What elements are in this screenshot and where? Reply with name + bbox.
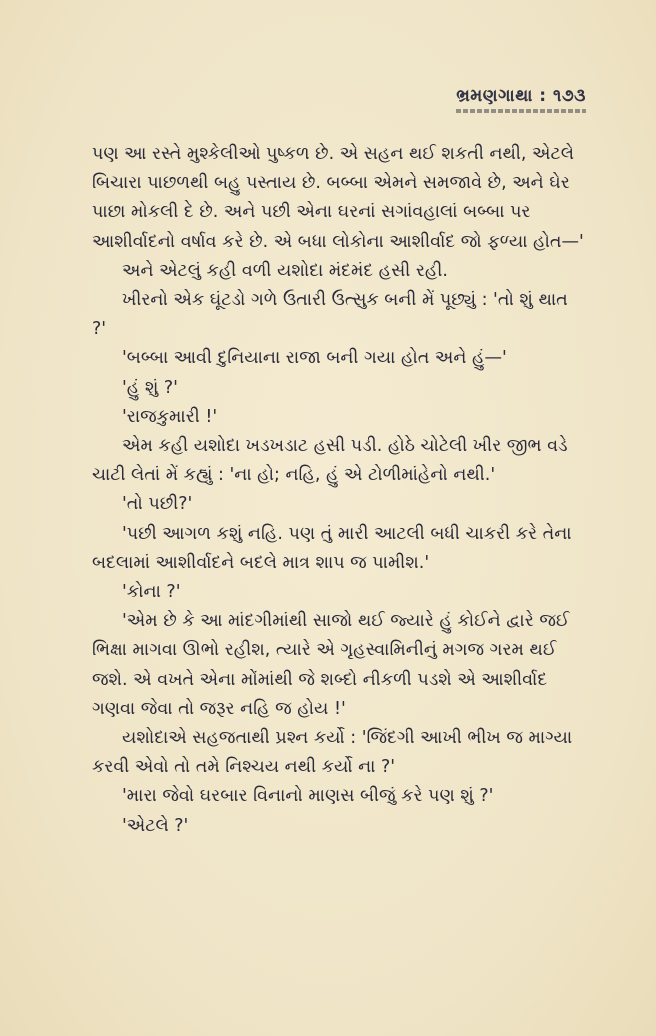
dialogue-line: 'કોના ?'	[122, 582, 181, 603]
dialogue-line: 'મારા જેવો ઘરબાર વિનાનો માણસ બીજું કરે પણ શું ?'	[122, 786, 494, 807]
paragraph: ખીરનો એક ઘૂંટડો ગળે ઉતારી ઉત્સુક બની મેં પૂછ્યું : 'તો શું થાત ?'	[92, 290, 568, 340]
dialogue-line: 'તો પછી?'	[122, 494, 193, 515]
dialogue-line: 'રાજકુમારી !'	[122, 406, 218, 427]
dialogue-line: 'પછી આગળ કશું નહિ. પણ તું મારી આટલી બધી ચાકરી કરે તેના બદલામાં આશીર્વાદને બદલે માત્ર શાપ જ પામીશ.'	[92, 523, 572, 573]
dialogue-line: 'બબ્બા આવી દુનિયાના રાજા બની ગયા હોત અને હું—'	[122, 348, 507, 369]
paragraph: યશોદાએ સહજતાથી પ્રશ્ન કર્યો : 'જિંદગી આખી ભીખ જ માગ્યા કરવી એવો તો તમે નિશ્ચય નથી કર્યો ના ?'	[92, 728, 573, 778]
dialogue-line: 'એમ છે કે આ માંદગીમાંથી સાજો થઈ જ્યારે હું કોઈને દ્વારે જઈ ભિક્ષા માગવા ઊભો રહીશ, ત્યારે એ ગૃહસ્વામિનીનું મગજ ગરમ થઈ જશે. એ વખતે એના મોંમાંથી જે શબ્દો નીકળી પડશે એ આશીર્વાદ ગણવા જેવા તો જરૂર નહિ જ હોય !'	[92, 611, 570, 719]
paragraph: અને એટલું કહી વળી યશોદા મંદમંદ હસી રહી.	[122, 260, 448, 281]
running-head-rule	[456, 109, 586, 113]
paragraph: પણ આ રસ્તે મુશ્કેલીઓ પુષ્કળ છે. એ સહન થઈ શકતી નથી, એટલે બિચારા પાછળથી બહુ પસ્તાય છે. બબ્બા એમને સમજાવે છે, અને ઘેર પાછા મોકલી દે છે. અને પછી એના ઘરનાં સગાંવહાલાં બબ્બા પર આશીર્વાદનો વર્ષાવ કરે છે. એ બધા લોકોના આશીર્વાદ જો ફળ્યા હોત—'	[92, 144, 584, 252]
running-head	[456, 86, 586, 113]
dialogue-line: 'એટલે ?'	[122, 815, 189, 836]
body-text	[92, 140, 584, 841]
paragraph: એમ કહી યશોદા ખડખડાટ હસી પડી. હોઠે ચોટેલી ખીર જીભ વડે ચાટી લેતાં મેં કહ્યું : 'ના હો; નહિ, હું એ ટોળીમાંહેનો નથી.'	[92, 436, 568, 486]
dialogue-line: 'હું શું ?'	[122, 377, 178, 398]
running-title: ભ્રમણગાથા : ૧૭૩	[456, 86, 586, 106]
